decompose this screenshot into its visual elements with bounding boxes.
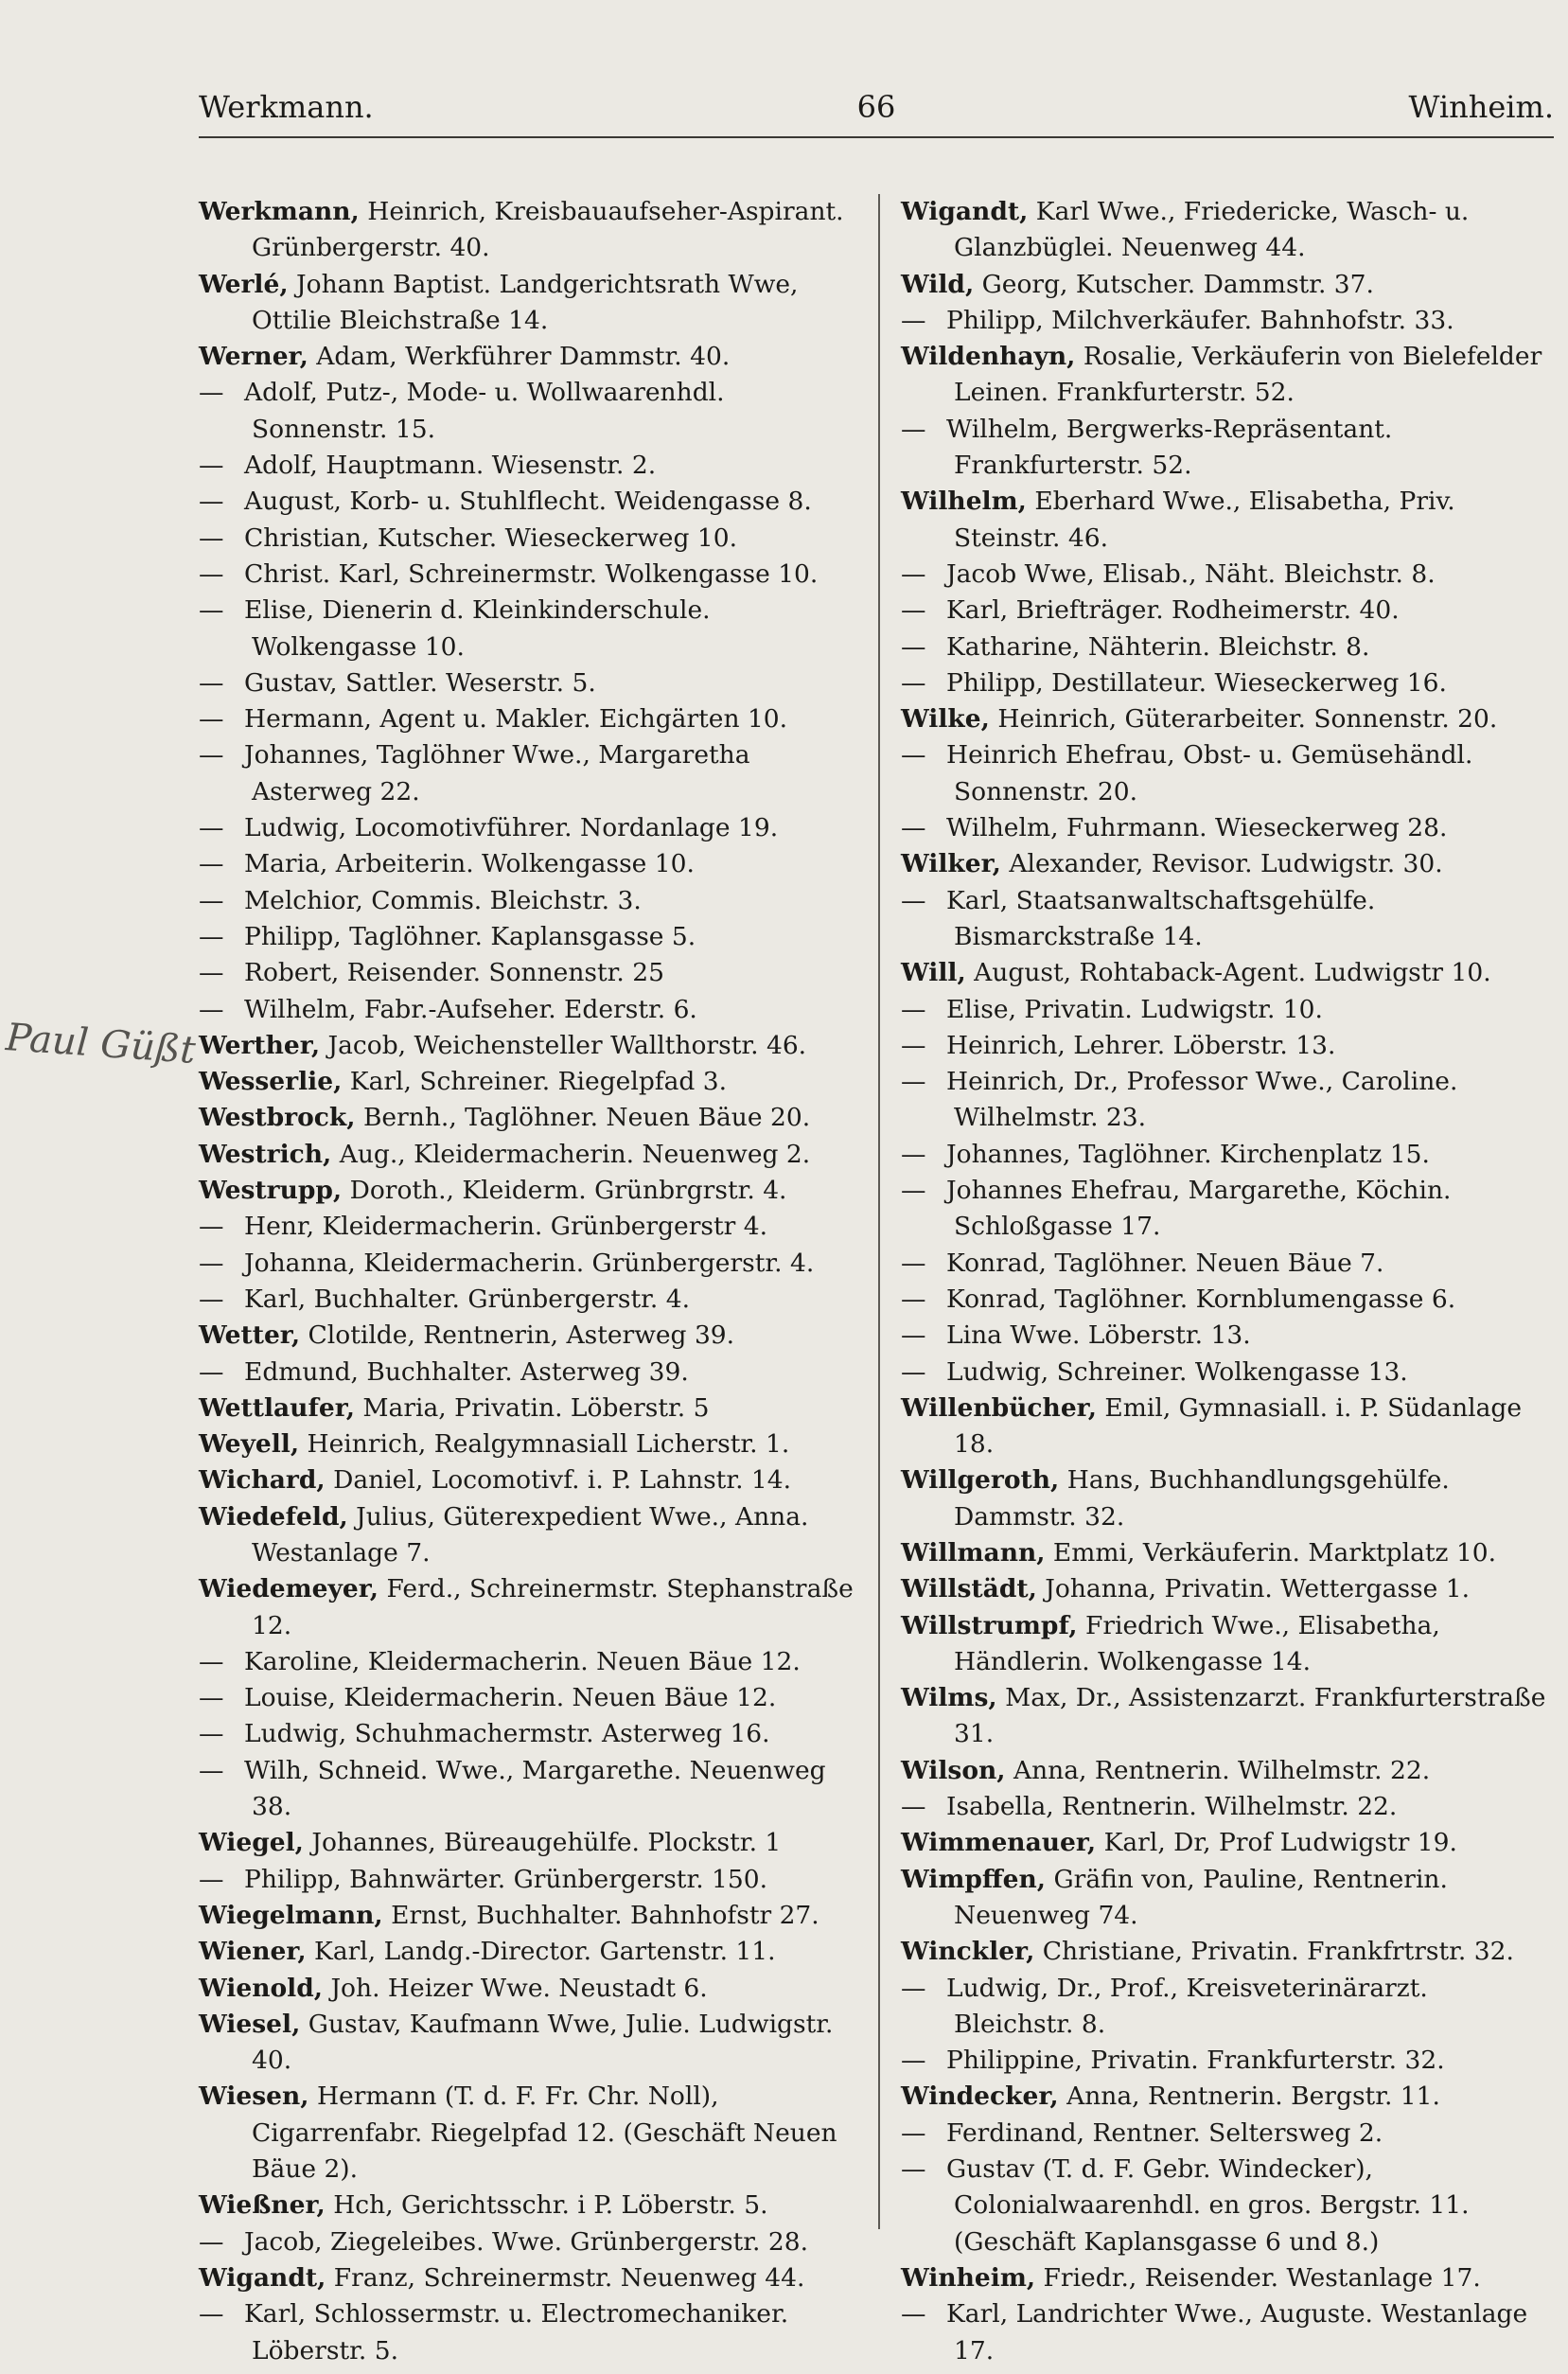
entry-details: Lina Wwe. Löberstr. 13. <box>946 1320 1251 1351</box>
entry-details: Louise, Kleidermacherin. Neuen Bäue 12. <box>244 1683 777 1713</box>
directory-entry <box>901 1680 1554 1753</box>
entry-details: Jacob Wwe, Elisab., Näht. Bleichstr. 8. <box>946 558 1436 589</box>
repeat-dash: — <box>901 1320 926 1351</box>
repeat-dash: — <box>199 958 224 988</box>
entry-details: Isabella, Rentnerin. Wilhelmstr. 22. <box>946 1792 1398 1822</box>
directory-entry <box>901 1971 1554 2044</box>
entry-details: Eberhard Wwe., Elisabetha, Priv. Steinstr. 46. <box>954 487 1455 553</box>
repeat-dash: — <box>199 849 224 879</box>
repeat-dash: — <box>901 2117 926 2148</box>
entry-surname: Wettlaufer, <box>199 1392 355 1423</box>
directory-entry <box>901 1137 1554 1173</box>
entry-details: Hans, Buchhandlungsgehülfe. Dammstr. 32. <box>954 1465 1450 1532</box>
directory-entry <box>199 1426 856 1462</box>
entry-details: Johannes, Taglöhner Wwe., Margaretha Asterweg 22. <box>244 740 750 806</box>
directory-entry <box>199 2079 856 2188</box>
entry-details: Ludwig, Schreiner. Wolkengasse 13. <box>946 1356 1408 1387</box>
entry-surname: Wilhelm, <box>901 487 1027 517</box>
entry-details: Robert, Reisender. Sonnenstr. 25 <box>244 958 664 988</box>
directory-entry <box>199 1246 856 1282</box>
directory-entry <box>199 267 856 340</box>
entry-surname: Willgeroth, <box>901 1465 1060 1496</box>
repeat-dash: — <box>199 1719 224 1749</box>
directory-entry <box>901 2079 1554 2115</box>
entry-details: Max, Dr., Assistenzarzt. Frankfurterstraße 31. <box>954 1683 1546 1749</box>
directory-entry <box>199 1644 856 1680</box>
directory-entry <box>199 2224 856 2260</box>
directory-entry <box>199 339 856 375</box>
entry-details: Georg, Kutscher. Dammstr. 37. <box>981 269 1374 299</box>
directory-entry <box>199 194 856 267</box>
repeat-dash: — <box>199 704 224 735</box>
repeat-dash: — <box>199 2299 224 2330</box>
directory-entry <box>901 1462 1554 1535</box>
entry-details: Jacob, Weichensteller Wallthorstr. 46. <box>327 1030 807 1060</box>
repeat-dash: — <box>901 1030 926 1060</box>
entry-details: Konrad, Taglöhner. Neuen Bäue 7. <box>946 1248 1384 1278</box>
directory-entry <box>901 2260 1554 2296</box>
directory-entry <box>901 339 1554 412</box>
entry-details: Karl, Staatsanwaltschaftsgehülfe. Bismarckstraße 14. <box>946 885 1376 951</box>
repeat-dash: — <box>901 994 926 1024</box>
repeat-dash: — <box>199 558 224 589</box>
entry-details: Jacob, Ziegeleibes. Wwe. Grünbergerstr. 28. <box>244 2226 809 2257</box>
directory-entry <box>199 1137 856 1173</box>
entry-details: Elise, Dienerin d. Kleinkinderschule. Wolkengasse 10. <box>244 595 711 662</box>
entry-details: Karl, Schlossermstr. u. Electromechaniker. Löberstr. 5. <box>244 2299 789 2365</box>
directory-entry <box>901 883 1554 956</box>
entry-surname: Wiedefeld, <box>199 1501 348 1532</box>
repeat-dash: — <box>901 305 926 335</box>
directory-entry <box>901 1028 1554 1064</box>
repeat-dash: — <box>199 595 224 626</box>
directory-entry <box>901 2152 1554 2260</box>
entry-details: Karl, Landrichter Wwe., Auguste. Westanlage 17. <box>946 2299 1528 2365</box>
directory-entry <box>901 484 1554 557</box>
directory-entry <box>901 1535 1554 1571</box>
entry-surname: Wild, <box>901 269 975 299</box>
directory-entry <box>901 1571 1554 1607</box>
repeat-dash: — <box>901 1067 926 1097</box>
directory-entry <box>199 448 856 484</box>
entry-details: Wilhelm, Fuhrmann. Wieseckerweg 28. <box>946 813 1448 843</box>
entry-details: Johannes, Taglöhner. Kirchenplatz 15. <box>946 1139 1430 1169</box>
repeat-dash: — <box>199 1356 224 1387</box>
entry-details: Adam, Werkführer Dammstr. 40. <box>316 342 731 372</box>
repeat-dash: — <box>901 885 926 915</box>
repeat-dash: — <box>199 1248 224 1278</box>
directory-entry <box>901 2116 1554 2152</box>
directory-entry <box>901 1789 1554 1825</box>
column-divider <box>878 194 880 2229</box>
entry-surname: Wilms, <box>901 1683 997 1713</box>
handwritten-margin-note: Paul Güßt <box>4 1016 198 1072</box>
entry-details: Ernst, Buchhalter. Bahnhofstr 27. <box>391 1900 819 1930</box>
entry-details: Julius, Güterexpedient Wwe., Anna. Westanlage 7. <box>252 1501 809 1568</box>
entry-surname: Wimmenauer, <box>901 1828 1097 1858</box>
directory-entry <box>901 1825 1554 1861</box>
header-right: Winheim. <box>1408 89 1554 125</box>
repeat-dash: — <box>199 451 224 481</box>
entry-details: Anna, Rentnerin. Wilhelmstr. 22. <box>1013 1755 1431 1785</box>
entry-surname: Wesserlie, <box>199 1067 343 1097</box>
entry-surname: Winheim, <box>901 2262 1036 2293</box>
directory-entry <box>199 1064 856 1100</box>
entry-surname: Wiesen, <box>199 2082 309 2112</box>
directory-entry <box>901 1318 1554 1354</box>
repeat-dash: — <box>901 1792 926 1822</box>
directory-entry <box>199 1898 856 1934</box>
directory-entry <box>199 593 856 665</box>
directory-entry <box>901 737 1554 810</box>
repeat-dash: — <box>901 2046 926 2076</box>
repeat-dash: — <box>901 1176 926 1206</box>
repeat-dash: — <box>901 667 926 698</box>
directory-entry <box>901 1282 1554 1318</box>
repeat-dash: — <box>199 2226 224 2257</box>
entry-details: Karl, Landg.-Director. Gartenstr. 11. <box>314 1937 776 1967</box>
entry-details: Heinrich, Güterarbeiter. Sonnenstr. 20. <box>997 704 1498 735</box>
directory-entry <box>901 412 1554 485</box>
repeat-dash: — <box>901 631 926 662</box>
entry-details: Konrad, Taglöhner. Kornblumengasse 6. <box>946 1284 1456 1314</box>
entry-details: Ludwig, Schuhmachermstr. Asterweg 16. <box>244 1719 770 1749</box>
entry-details: Friedr., Reisender. Westanlage 17. <box>1043 2262 1481 2293</box>
entry-details: Aug., Kleidermacherin. Neuenweg 2. <box>339 1139 811 1169</box>
entry-surname: Westbrock, <box>199 1103 356 1133</box>
directory-entry <box>901 955 1554 991</box>
entry-details: Johanna, Privatin. Wettergasse 1. <box>1045 1574 1471 1604</box>
entry-details: Gustav (T. d. F. Gebr. Windecker), Colonialwaarenhdl. en gros. Bergstr. 11. (Geschäft Kaplansgasse 6 und 8.) <box>946 2154 1470 2257</box>
entry-details: Wilh, Schneid. Wwe., Margarethe. Neuenweg 38. <box>244 1755 826 1822</box>
entry-surname: Wigandt, <box>901 197 1029 226</box>
directory-entry <box>901 665 1554 701</box>
repeat-dash: — <box>901 414 926 444</box>
repeat-dash: — <box>901 740 926 771</box>
directory-entry <box>901 194 1554 267</box>
repeat-dash: — <box>901 813 926 843</box>
entry-details: Johanna, Kleidermacherin. Grünbergerstr. 4. <box>244 1248 815 1278</box>
directory-entry <box>199 1028 856 1064</box>
directory-entry <box>199 1753 856 1826</box>
entry-surname: Wiesel, <box>199 2009 301 2039</box>
entry-details: Adolf, Putz-, Mode- u. Wollwaarenhdl. Sonnenstr. 15. <box>244 378 725 444</box>
entry-details: Anna, Rentnerin. Bergstr. 11. <box>1066 2082 1440 2112</box>
entry-details: Karl, Schreiner. Riegelpfad 3. <box>349 1067 728 1097</box>
entry-surname: Wilson, <box>901 1755 1006 1785</box>
directory-entry <box>901 2043 1554 2079</box>
entry-details: Hermann (T. d. F. Fr. Chr. Noll), Cigarrenfabr. Riegelpfad 12. (Geschäft Neuen Bäue 2). <box>252 2082 837 2185</box>
entry-surname: Wiegelmann, <box>199 1900 383 1930</box>
entry-details: Karoline, Kleidermacherin. Neuen Bäue 12. <box>244 1646 801 1676</box>
entry-details: Heinrich, Realgymnasiall Licherstr. 1. <box>307 1429 790 1460</box>
directory-entry <box>901 1391 1554 1463</box>
entry-surname: Wießner, <box>199 2190 326 2221</box>
entry-surname: Werner, <box>199 342 308 372</box>
directory-entry <box>199 484 856 520</box>
entry-surname: Wiedemeyer, <box>199 1574 379 1604</box>
directory-entry <box>199 1282 856 1318</box>
repeat-dash: — <box>199 378 224 408</box>
repeat-dash: — <box>199 921 224 951</box>
directory-entry <box>901 2296 1554 2369</box>
entry-surname: Wienold, <box>199 1973 323 2003</box>
entry-details: Maria, Arbeiterin. Wolkengasse 10. <box>244 849 695 879</box>
entry-surname: Werther, <box>199 1030 321 1060</box>
directory-entry <box>199 2260 856 2296</box>
entry-details: Doroth., Kleiderm. Grünbrgrstr. 4. <box>349 1176 787 1206</box>
repeat-dash: — <box>199 1646 224 1676</box>
directory-entry <box>901 629 1554 665</box>
entry-details: Henr, Kleidermacherin. Grünbergerstr 4. <box>244 1212 768 1242</box>
repeat-dash: — <box>199 813 224 843</box>
entry-details: Wilhelm, Bergwerks-Repräsentant. Frankfurterstr. 52. <box>946 414 1393 481</box>
entry-details: Christian, Kutscher. Wieseckerweg 10. <box>244 523 738 553</box>
entry-surname: Westrupp, <box>199 1176 343 1206</box>
repeat-dash: — <box>901 2154 926 2185</box>
entry-details: Adolf, Hauptmann. Wiesenstr. 2. <box>244 451 657 481</box>
entry-details: Heinrich Ehefrau, Obst- u. Gemüsehändl. Sonnenstr. 20. <box>946 740 1473 806</box>
directory-entry <box>199 1825 856 1861</box>
repeat-dash: — <box>199 667 224 698</box>
directory-entry <box>901 1753 1554 1789</box>
directory-entry <box>199 1391 856 1426</box>
directory-entry <box>199 1100 856 1136</box>
directory-entry <box>901 1862 1554 1935</box>
directory-entry <box>199 992 856 1028</box>
directory-entry <box>901 1064 1554 1137</box>
entry-details: Hermann, Agent u. Makler. Eichgärten 10. <box>244 704 788 735</box>
repeat-dash: — <box>199 1284 224 1314</box>
entry-details: Rosalie, Verkäuferin von Bielefelder Leinen. Frankfurterstr. 52. <box>954 342 1542 408</box>
entry-details: Bernh., Taglöhner. Neuen Bäue 20. <box>362 1103 811 1133</box>
repeat-dash: — <box>199 523 224 553</box>
entry-details: Philipp, Milchverkäufer. Bahnhofstr. 33. <box>946 305 1454 335</box>
entry-details: Gräfin von, Pauline, Rentnerin. Neuenweg 74. <box>954 1864 1448 1930</box>
entry-details: Emil, Gymnasiall. i. P. Südanlage 18. <box>954 1392 1523 1460</box>
entry-details: Christiane, Privatin. Frankfrtrstr. 32. <box>1042 1937 1514 1967</box>
repeat-dash: — <box>901 1139 926 1169</box>
directory-entry <box>199 1571 856 1644</box>
entry-surname: Wigandt, <box>199 2262 326 2293</box>
entry-details: August, Korb- u. Stuhlflecht. Weidengasse 8. <box>244 487 812 517</box>
entry-details: Alexander, Revisor. Ludwigstr. 30. <box>1009 849 1443 879</box>
page-header <box>199 89 1554 136</box>
directory-entry <box>199 846 856 882</box>
directory-entry <box>199 737 856 810</box>
directory-entry <box>199 955 856 991</box>
entry-details: Karl, Briefträger. Rodheimerstr. 40. <box>946 595 1400 626</box>
entry-details: Johannes Ehefrau, Margarethe, Köchin. Schloßgasse 17. <box>946 1176 1452 1242</box>
entry-surname: Werkmann, <box>199 197 360 226</box>
repeat-dash: — <box>199 1755 224 1785</box>
directory-entry <box>199 701 856 737</box>
directory-entry <box>901 267 1554 303</box>
directory-entry <box>199 521 856 557</box>
page-number: 66 <box>856 89 896 125</box>
entry-details: Philipp, Bahnwärter. Grünbergerstr. 150. <box>244 1864 768 1894</box>
entry-details: Friedrich Wwe., Elisabetha, Händlerin. Wolkengasse 14. <box>954 1610 1440 1676</box>
directory-entry <box>901 701 1554 737</box>
entry-details: Karl Wwe., Friedericke, Wasch- u. Glanzbüglei. Neuenweg 44. <box>954 197 1470 263</box>
repeat-dash: — <box>199 487 224 517</box>
entry-details: Gustav, Sattler. Weserstr. 5. <box>244 667 596 698</box>
directory-entry <box>901 810 1554 846</box>
directory-entry <box>901 1608 1554 1681</box>
entry-details: Heinrich, Dr., Professor Wwe., Caroline. Wilhelmstr. 23. <box>946 1067 1458 1133</box>
entry-surname: Westrich, <box>199 1139 332 1169</box>
repeat-dash: — <box>901 1284 926 1314</box>
directory-entry <box>901 992 1554 1028</box>
directory-entry <box>199 1209 856 1245</box>
entry-details: Ferd., Schreinermstr. Stephanstraße 12. <box>252 1574 854 1640</box>
entry-details: Edmund, Buchhalter. Asterweg 39. <box>244 1356 689 1387</box>
repeat-dash: — <box>199 1864 224 1894</box>
repeat-dash: — <box>901 2299 926 2330</box>
entry-details: Joh. Heizer Wwe. Neustadt 6. <box>330 1973 708 2003</box>
entry-surname: Wilker, <box>901 849 1001 879</box>
entry-details: Johann Baptist. Landgerichtsrath Wwe, Ottilie Bleichstraße 14. <box>252 269 799 335</box>
entry-details: Katharine, Nähterin. Bleichstr. 8. <box>946 631 1370 662</box>
entry-surname: Wildenhayn, <box>901 342 1076 372</box>
entry-details: Maria, Privatin. Löberstr. 5 <box>362 1392 710 1423</box>
header-rule <box>199 136 1554 138</box>
entry-details: Philipp, Destillateur. Wieseckerweg 16. <box>946 667 1447 698</box>
directory-entry <box>199 2188 856 2223</box>
directory-entry <box>199 1318 856 1354</box>
right-column <box>901 194 1554 2369</box>
directory-entry <box>199 1971 856 2007</box>
directory-entry <box>199 883 856 919</box>
entry-surname: Willstädt, <box>901 1574 1037 1604</box>
entry-details: Ludwig, Locomotivführer. Nordanlage 19. <box>244 813 779 843</box>
repeat-dash: — <box>199 885 224 915</box>
left-column <box>199 194 856 2369</box>
entry-surname: Willstrumpf, <box>901 1610 1078 1640</box>
directory-entry <box>199 1680 856 1716</box>
entry-surname: Wiener, <box>199 1937 307 1967</box>
directory-entry <box>199 810 856 846</box>
entry-details: Wilhelm, Fabr.-Aufseher. Ederstr. 6. <box>244 994 697 1024</box>
entry-surname: Werlé, <box>199 269 289 299</box>
entry-surname: Willmann, <box>901 1537 1046 1568</box>
directory-entry <box>199 1355 856 1391</box>
directory-entry <box>901 557 1554 593</box>
directory-entry <box>199 2296 856 2369</box>
entry-details: Elise, Privatin. Ludwigstr. 10. <box>946 994 1323 1024</box>
directory-entry <box>199 557 856 593</box>
repeat-dash: — <box>199 994 224 1024</box>
entry-details: Hch, Gerichtsschr. i P. Löberstr. 5. <box>333 2190 768 2221</box>
entry-surname: Wetter, <box>199 1320 301 1351</box>
entry-details: Ludwig, Dr., Prof., Kreisveterinärarzt. Bleichstr. 8. <box>946 1973 1428 2039</box>
repeat-dash: — <box>901 1356 926 1387</box>
entry-surname: Windecker, <box>901 2082 1059 2112</box>
entry-details: Daniel, Locomotivf. i. P. Lahnstr. 14. <box>333 1465 792 1496</box>
directory-entry <box>199 1716 856 1752</box>
directory-entry <box>901 1355 1554 1391</box>
directory-entry <box>901 1246 1554 1282</box>
repeat-dash: — <box>901 595 926 626</box>
repeat-dash: — <box>901 1973 926 2003</box>
entry-surname: Wimpffen, <box>901 1864 1047 1894</box>
entry-details: Philippine, Privatin. Frankfurterstr. 32. <box>946 2046 1445 2076</box>
entry-surname: Winckler, <box>901 1937 1035 1967</box>
repeat-dash: — <box>901 558 926 589</box>
directory-entry <box>199 1462 856 1498</box>
entry-details: Christ. Karl, Schreinermstr. Wolkengasse 10. <box>244 558 819 589</box>
entry-surname: Wilke, <box>901 704 990 735</box>
directory-entry <box>901 303 1554 339</box>
directory-entry <box>901 1173 1554 1246</box>
repeat-dash: — <box>199 1683 224 1713</box>
directory-entry <box>901 1934 1554 1970</box>
directory-entry <box>199 1862 856 1898</box>
entry-details: Franz, Schreinermstr. Neuenweg 44. <box>333 2262 805 2293</box>
entry-details: Clotilde, Rentnerin, Asterweg 39. <box>308 1320 735 1351</box>
entry-surname: Wichard, <box>199 1465 326 1496</box>
entry-details: Karl, Buchhalter. Grünbergerstr. 4. <box>244 1284 691 1314</box>
directory-entry <box>199 1173 856 1209</box>
directory-entry <box>901 846 1554 882</box>
entry-details: August, Rohtaback-Agent. Ludwigstr 10. <box>974 958 1491 988</box>
entry-details: Heinrich, Lehrer. Löberstr. 13. <box>946 1030 1336 1060</box>
entry-details: Heinrich, Kreisbauaufseher-Aspirant. Grünbergerstr. 40. <box>252 197 844 263</box>
entry-details: Emmi, Verkäuferin. Marktplatz 10. <box>1052 1537 1497 1568</box>
repeat-dash: — <box>901 1248 926 1278</box>
entry-surname: Weyell, <box>199 1429 300 1460</box>
entry-details: Karl, Dr, Prof Ludwigstr 19. <box>1103 1828 1457 1858</box>
directory-entry <box>199 1499 856 1572</box>
entry-surname: Will, <box>901 958 966 988</box>
directory-entry <box>199 2007 856 2080</box>
entry-details: Gustav, Kaufmann Wwe, Julie. Ludwigstr. 40. <box>252 2009 834 2076</box>
entry-details: Philipp, Taglöhner. Kaplansgasse 5. <box>244 921 696 951</box>
entry-details: Ferdinand, Rentner. Seltersweg 2. <box>946 2117 1383 2148</box>
directory-entry <box>901 593 1554 629</box>
directory-entry <box>199 665 856 701</box>
directory-entry <box>199 1934 856 1970</box>
entry-details: Melchior, Commis. Bleichstr. 3. <box>244 885 642 915</box>
directory-entry <box>199 919 856 955</box>
directory-entry <box>199 375 856 448</box>
header-left: Werkmann. <box>199 89 374 125</box>
repeat-dash: — <box>199 1212 224 1242</box>
entry-surname: Willenbücher, <box>901 1392 1097 1423</box>
entry-details: Johannes, Büreaugehülfe. Plockstr. 1 <box>311 1828 782 1858</box>
entry-surname: Wiegel, <box>199 1828 304 1858</box>
repeat-dash: — <box>199 740 224 771</box>
